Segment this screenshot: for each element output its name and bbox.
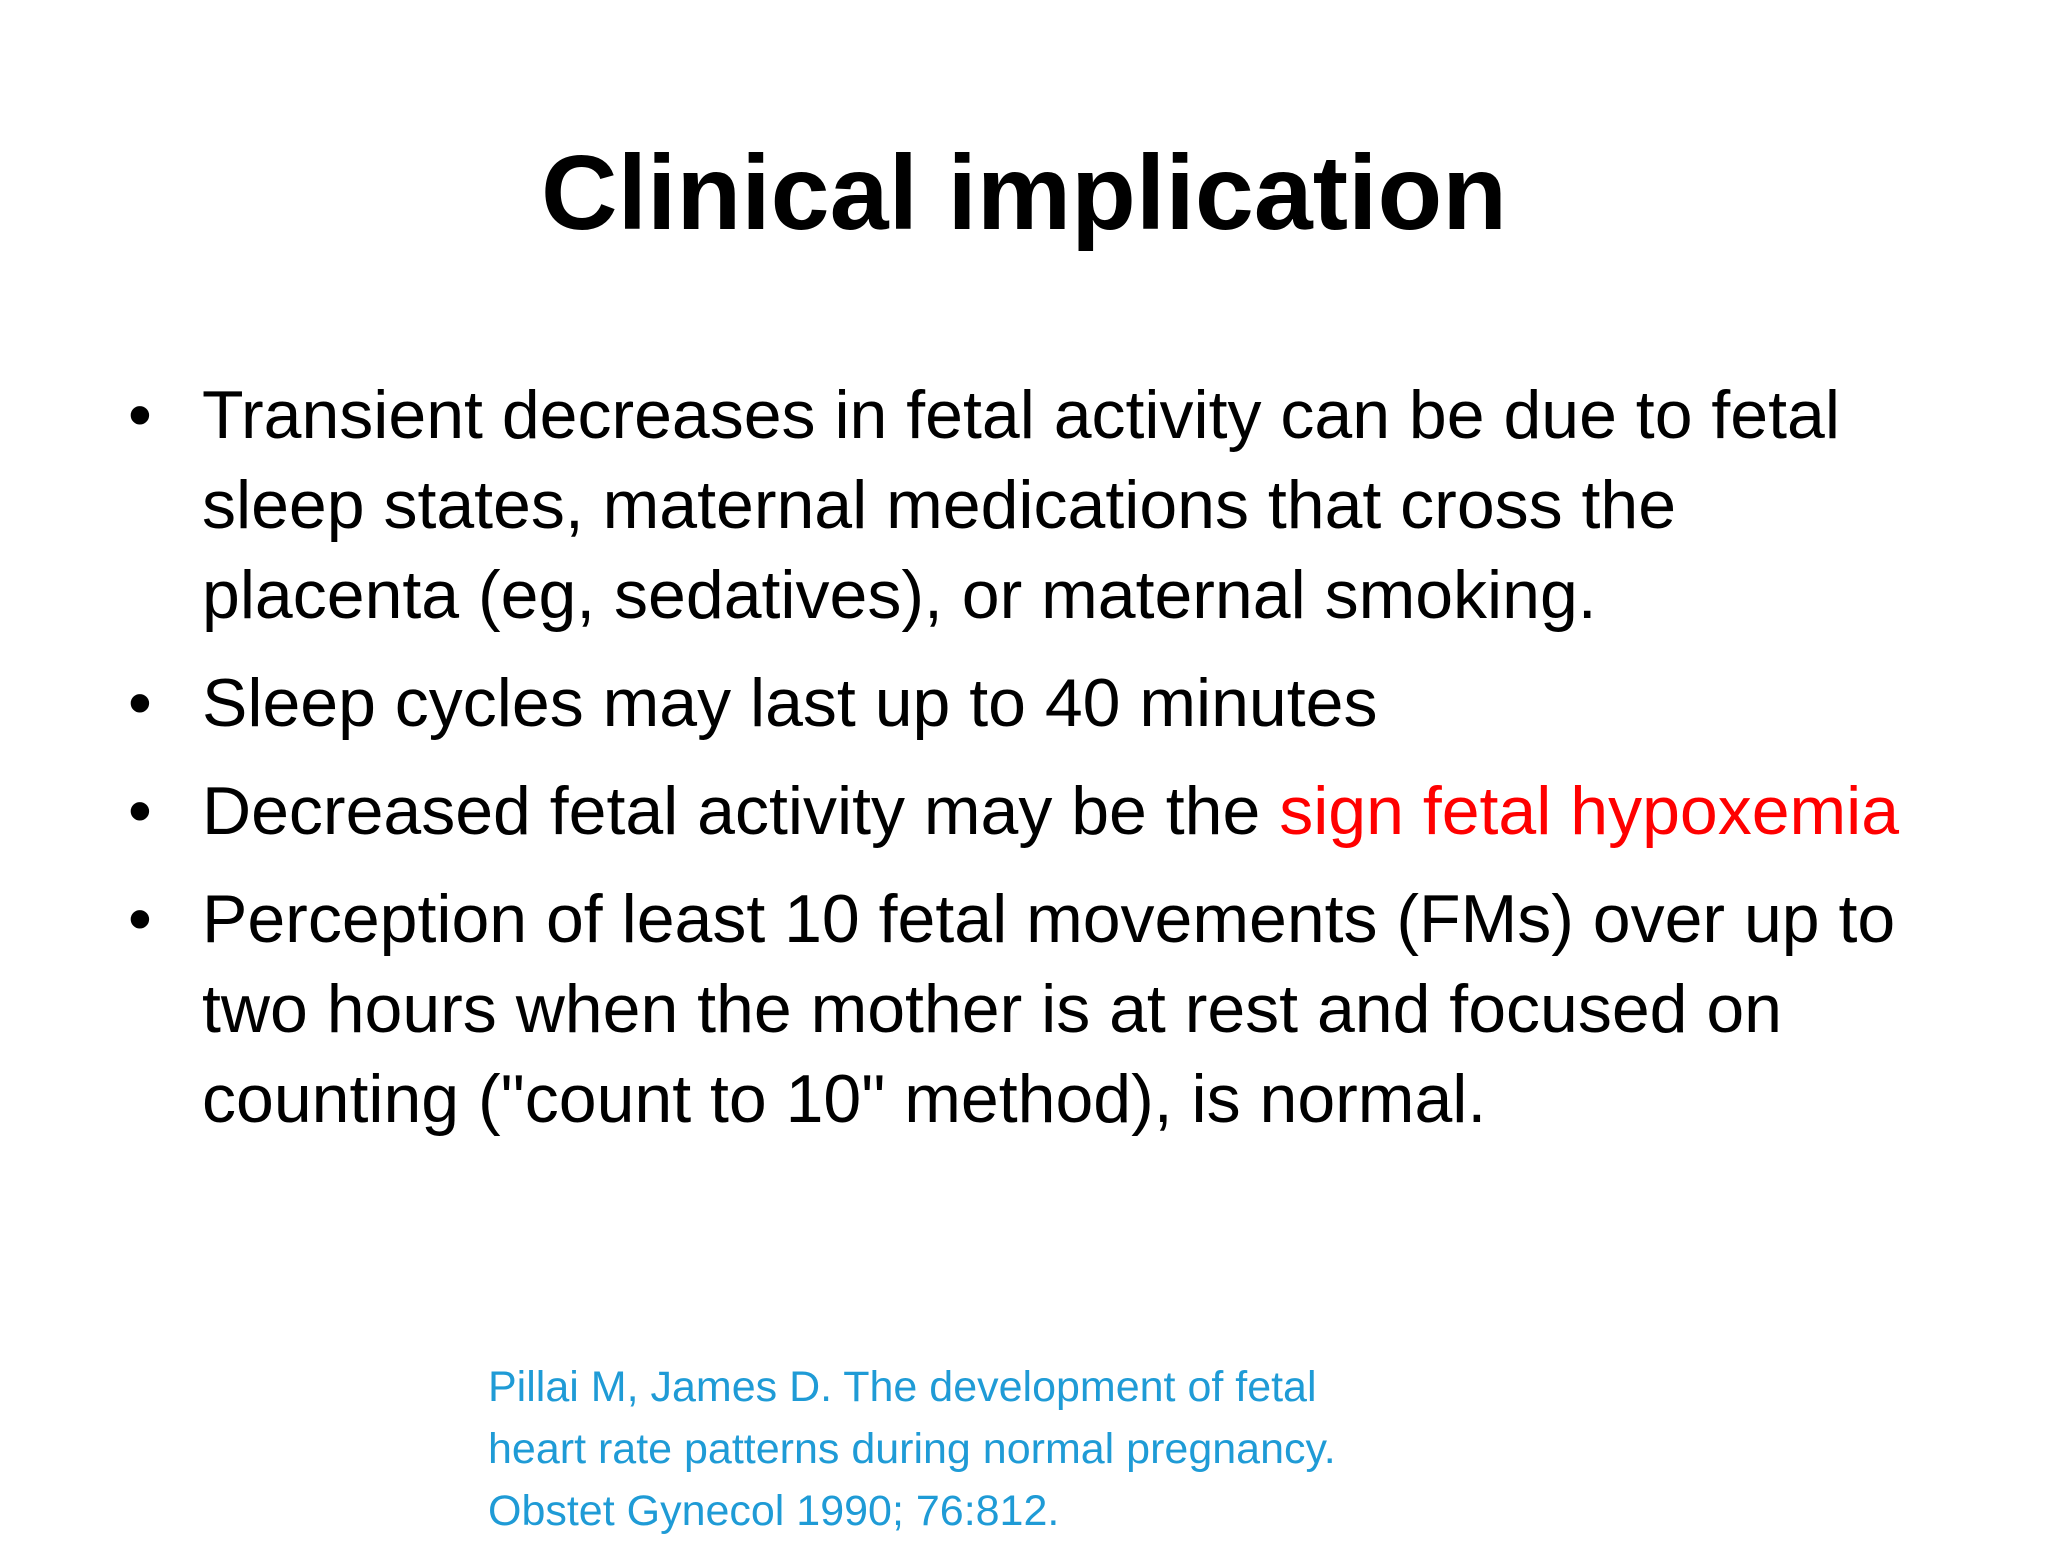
bullet-dot-icon: •: [128, 377, 152, 453]
bullet-dot-icon: •: [128, 881, 152, 957]
bullet-text: Sleep cycles may last up to 40 minutes: [202, 665, 1378, 741]
bullet-item-4: [120, 874, 1940, 1144]
citation-line-2: heart rate patterns during normal pregnancy.: [488, 1425, 1336, 1473]
bullet-item-2: [120, 658, 1940, 748]
bullet-item-3: [120, 766, 1940, 856]
bullet-dot-icon: •: [128, 665, 152, 741]
slide-title: Clinical implication: [541, 134, 1507, 252]
citation-line-3: Obstet Gynecol 1990; 76:812.: [488, 1487, 1060, 1535]
citation: [488, 1356, 1588, 1542]
bullet-text: Perception of least 10 fetal movements (FMs) over up to two hours when the mother is at rest and focused on counting ("count to 10" method), is normal.: [202, 881, 1896, 1137]
bullet-text: Transient decreases in fetal activity can be due to fetal sleep states, maternal medications that cross the placenta (eg, sedatives), or maternal smoking.: [202, 377, 1840, 633]
bullet-list: [120, 370, 1940, 1162]
highlighted-text: sign fetal hypoxemia: [1279, 773, 1900, 849]
bullet-dot-icon: •: [128, 773, 152, 849]
citation-line-1: Pillai M, James D. The development of fetal: [488, 1363, 1317, 1411]
bullet-item-1: [120, 370, 1940, 640]
bullet-text: Decreased fetal activity may be the: [202, 773, 1280, 849]
